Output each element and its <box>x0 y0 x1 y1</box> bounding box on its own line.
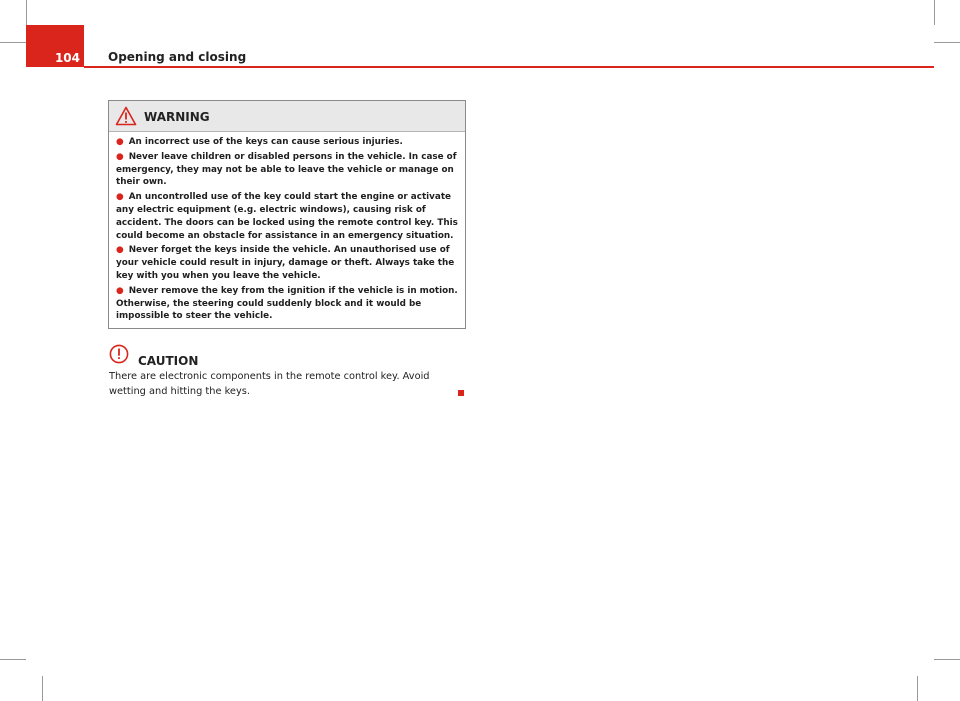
bullet: ● <box>116 151 124 162</box>
bullet: ● <box>116 245 124 256</box>
warning-item-text: An uncontrolled use of the key could start the engine or activate any electric equipment (e.g. electric windows), causing risk of accident. The doors can be locked using the remote control key. This could become an obstacle for assistance in an emergency situation. <box>116 192 458 241</box>
warning-item <box>116 136 459 149</box>
warning-header <box>109 101 465 132</box>
warning-list <box>109 132 465 328</box>
warning-item <box>116 244 459 282</box>
caution-title: CAUTION <box>138 354 199 368</box>
warning-item-text: Never leave children or disabled persons in the vehicle. In case of emergency, they may not be able to leave the vehicle or manage on their own. <box>116 151 457 188</box>
crop-mark <box>934 42 960 43</box>
warning-item-text: An incorrect use of the keys can cause serious injuries. <box>128 137 403 147</box>
page-number: 104 <box>54 51 80 65</box>
bullet: ● <box>116 192 124 203</box>
crop-mark <box>0 42 26 43</box>
crop-mark <box>934 0 935 25</box>
warning-title: WARNING <box>144 110 210 124</box>
caution-text: There are electronic components in the remote control key. Avoid wetting and hitting the keys. <box>109 371 430 397</box>
header-rule <box>84 66 934 68</box>
crop-mark <box>42 676 43 701</box>
warning-item <box>116 151 459 189</box>
caution-circle-icon <box>109 344 129 364</box>
bullet: ● <box>116 137 124 147</box>
warning-item-text: Never remove the key from the ignition if the vehicle is in motion. Otherwise, the steering could suddenly block and it would be impossible to steer the vehicle. <box>116 285 458 322</box>
page-number-tab <box>26 25 84 67</box>
warning-triangle-icon <box>115 106 137 126</box>
crop-mark <box>917 676 918 701</box>
warning-item-text: Never forget the keys inside the vehicle. An unauthorised use of your vehicle could result in injury, damage or theft. Always take the key with you when you leave the vehicle. <box>116 245 455 281</box>
crop-mark <box>0 659 26 660</box>
crop-mark <box>934 659 960 660</box>
warning-item <box>116 191 459 242</box>
warning-item <box>116 285 459 323</box>
crop-mark <box>26 0 27 25</box>
end-of-section-marker <box>458 390 464 396</box>
section-title: Opening and closing <box>108 50 247 64</box>
bullet: ● <box>116 285 124 296</box>
warning-box <box>108 100 466 329</box>
